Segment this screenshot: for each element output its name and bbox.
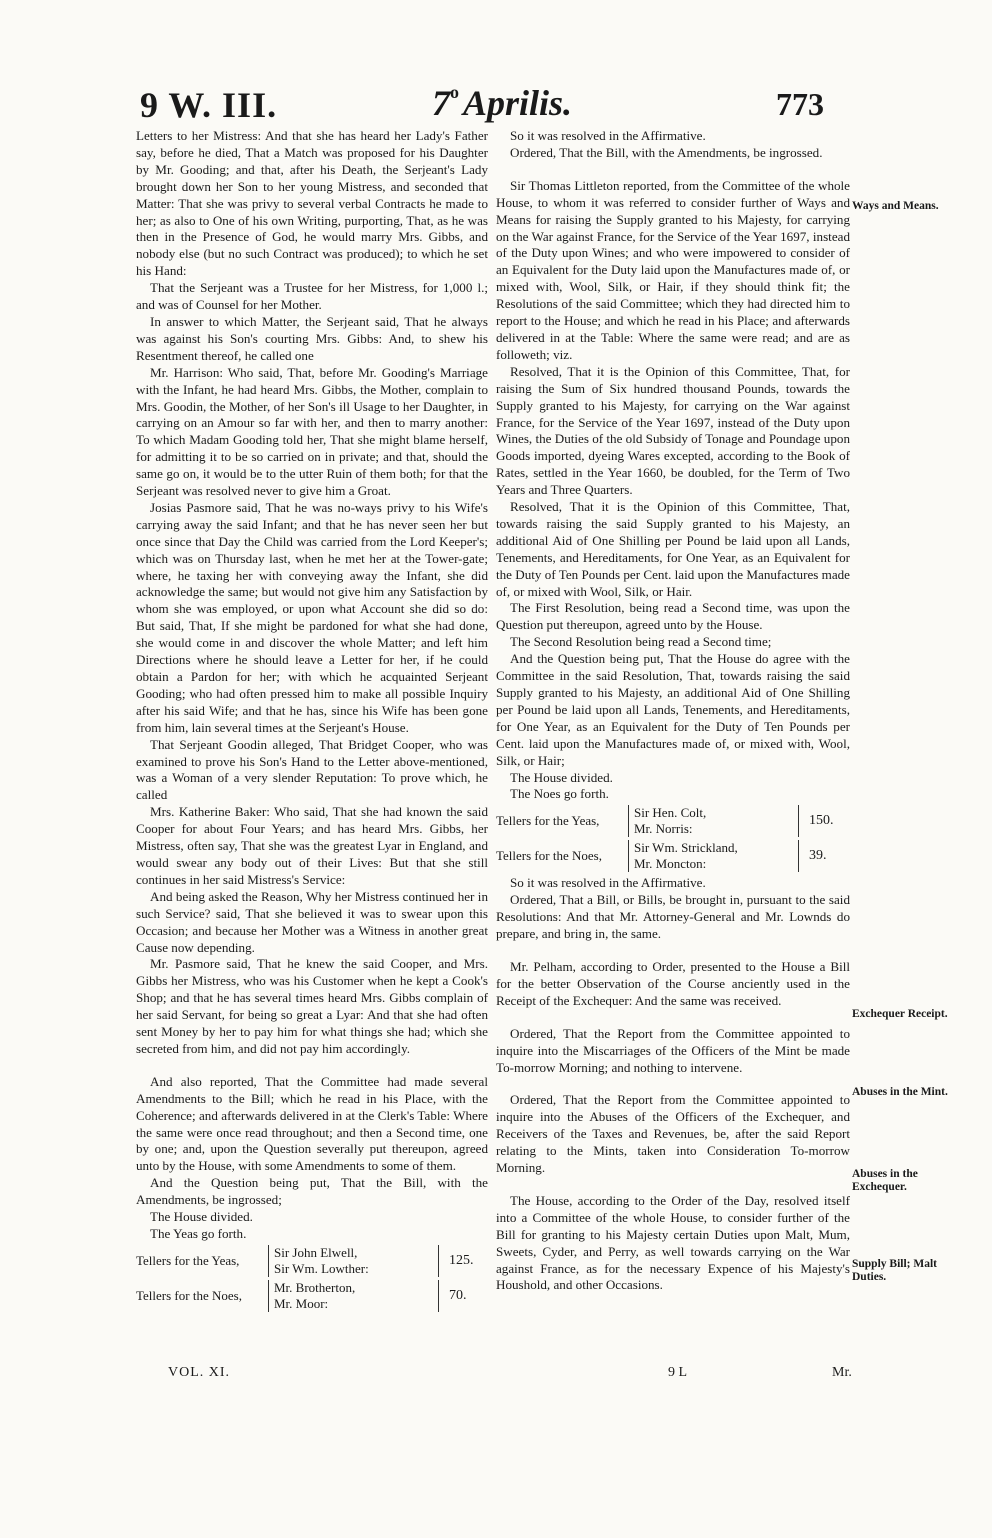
paragraph: The First Resolution, being read a Second time, was upon the Question put thereupon, agreed unto by the House. <box>496 600 850 633</box>
margin-note-exchequer: Exchequer Receipt. <box>852 1008 948 1020</box>
regnal-year: 9 W. III. <box>140 85 278 125</box>
paragraph: So it was resolved in the Affirmative. <box>510 128 706 143</box>
catchword: Mr. <box>832 1365 852 1380</box>
brace <box>424 1280 439 1312</box>
paragraph: The Second Resolution being read a Second time; <box>510 634 772 650</box>
teller-name-2: Sir Wm. Lowther: <box>274 1260 369 1276</box>
paragraph: And the Question being put, That the House do agree with the Committee in the said Resolution, That, towards raising the said Supply granted to his Majesty, an additional Aid of One Shilling per Pound be laid upon all Lands, Tenements, and Hereditaments, for One Year, as an Equivalent for the Duty of Ten Pounds per Cent. laid upon the Manufactures made of, or mixed with, Wool, Silk, or Hair; <box>496 651 850 768</box>
paragraph: Mrs. Katherine Baker: Who said, That she had known the said Cooper for about Four Years; and has heard Mrs. Gibbs, her Mistress, often say, That she was the greatest Lyar in England, and would swear any body out of their Lives: But that she still continues in her said Mistress's Service: <box>136 804 488 887</box>
paragraph: Ordered, That the Report from the Committee appointed to inquire into the Miscarriages of the Officers of the Mint be made To-morrow Morning; and nothing to intervene. <box>496 1025 850 1075</box>
teller-row <box>496 840 850 872</box>
margin-note-mint: Abuses in the Mint. <box>852 1086 948 1098</box>
division-tellers <box>496 840 850 872</box>
vote-count: 125. <box>449 1252 474 1268</box>
right-column <box>496 128 850 1294</box>
paragraph: That Serjeant Goodin alleged, That Bridget Cooper, who was examined to prove his Son's Hand to the Letter above-mentioned, was a Woman of a very slender Reputation: To prove which, he called <box>136 736 488 803</box>
paragraph: Mr. Pelham, according to Order, presented to the House a Bill for the better Observation of the Course anciently used in the Receipt of the Exchequer: And the same was received. <box>496 958 850 1008</box>
brace <box>784 840 799 872</box>
signature-mark: 9 L <box>668 1365 688 1380</box>
teller-row <box>136 1280 488 1312</box>
paragraph: Mr. Harrison: Who said, That, before Mr. Gooding's Marriage with the Infant, he had heard Mrs. Gibbs, the Mother, complain to Mrs. Goodin, the Mother, of her Son's ill Usage to her Daughter, in carrying on an Amour so far with her, and then to marry another: To which Madam Gooding told her, That she might blame herself, for admitting it to be so carried on in private; and that, should the same go on, it would be to the utter Ruin of them both; for that the Serjeant was resolved never to give him a Groat. <box>136 364 488 499</box>
teller-name-2: Mr. Norris: <box>634 821 693 837</box>
date-sup: o <box>450 82 459 102</box>
division-tellers <box>136 1280 488 1312</box>
brace <box>424 1245 439 1277</box>
margin-note-supply: Supply Bill; Malt Duties. <box>852 1258 937 1283</box>
vote-count: 150. <box>809 813 834 829</box>
paragraph: The House divided. <box>150 1209 253 1225</box>
teller-name-1: Sir John Elwell, <box>274 1244 358 1260</box>
teller-name <box>269 1245 425 1277</box>
paragraph: The Noes go forth. <box>510 786 609 802</box>
margin-note-abuses-exchequer: Abuses in the Exchequer. <box>852 1168 918 1193</box>
brace <box>784 805 799 837</box>
margin-note-ways-means: Ways and Means. <box>852 200 939 212</box>
paragraph: Ordered, That the Report from the Committee appointed to inquire into the Abuses of the Officers of the Exchequer, and Receivers of the Taxes and Revenues, be, after the said Report relating to the Mints, taken into Consideration To-morrow Morning. <box>496 1092 850 1176</box>
volume-label: VOL. XI. <box>168 1365 231 1380</box>
vote-count: 70. <box>449 1287 467 1303</box>
paragraph: Resolved, That it is the Opinion of this Committee, That, towards raising the said Supply granted to his Majesty, an additional Aid of One Shilling per Pound be laid upon all Lands, Tenements, and Hereditaments, for One Year, as an Equivalent for the Duty of Ten Pounds per Cent. laid upon the Manufactures made of, or mixed with Wool, Silk, or Hair. <box>496 499 850 599</box>
page-number: 773 <box>776 86 824 122</box>
paragraph: The Yeas go forth. <box>150 1226 247 1241</box>
teller-name-1: Sir Wm. Strickland, <box>634 840 738 856</box>
teller-label: Tellers for the Noes, <box>496 848 602 864</box>
date-heading <box>432 82 572 124</box>
teller-label: Tellers for the Noes, <box>136 1287 242 1303</box>
paragraph: In answer to which Matter, the Serjeant said, That he always was against his Son's courting Mrs. Gibbs: And, to shew his Resentment thereof, he called one <box>136 313 488 363</box>
division-tellers <box>136 1245 488 1277</box>
page-header <box>0 76 992 126</box>
paragraph: Ordered, That a Bill, or Bills, be brought in, pursuant to the said Resolutions: And that Mr. Attorney-General and Mr. Lownds do prepare, and bring in, the same. <box>496 892 850 942</box>
paragraph: Resolved, That it is the Opinion of this Committee, That, for raising the Sum of Six hundred thousand Pounds, towards the Supply granted to his Majesty, for carrying on the War against France, for the Service of the Year 1697, instead of the Duty upon Wines, the Duties of the old Subsidy of Tonage and Poundage upon Goods imported, dyeing Wares excepted, according to the Book of Rates, settled in the Year 1660, be doubled, for the Term of Two Years and Three Quarters. <box>496 363 850 498</box>
teller-name <box>269 1280 425 1312</box>
paragraph: And being asked the Reason, Why her Mistress continued her in such Service? said, That she believed it was to swear upon this Occasion; and because her Mother was a Witness in another great Cause now depending. <box>136 888 488 955</box>
paragraph: And the Question being put, That the Bill, with the Amendments, be ingrossed; <box>136 1175 488 1208</box>
teller-label: Tellers for the Yeas, <box>496 813 600 829</box>
teller-name-1: Sir Hen. Colt, <box>634 805 707 821</box>
left-column <box>136 128 488 1315</box>
paragraph: And also reported, That the Committee had made several Amendments to the Bill; which he read in his Place, with the Coherence; and afterwards delivered in at the Clerk's Table: Where the same were once read throughout; and then a Second time, one by one; and, upon the Question severally put thereupon, agreed unto by the House, with some Amendments to some of them. <box>136 1073 488 1174</box>
paragraph: Letters to her Mistress: And that she has heard her Lady's Father say, before he died, That a Match was proposed for his Daughter by Mr. Gooding; and that, after his Death, the Serjeant's Lady brought down her Son to her young Mistress, and seconded that Matter: That she was privy to several verbal Contracts he made to her; as also to One of his own Writing, purporting, That, as he was then in the Presence of God, he would marry Mrs. Gibbs, and nobody else (but no such Contract was produced); to which he set his Hand: <box>136 128 488 279</box>
paragraph: So it was resolved in the Affirmative. <box>510 875 706 891</box>
paragraph: Mr. Pasmore said, That he knew the said Cooper, and Mrs. Gibbs her Mistress, who was his Customer when he kept a Cook's Shop; and that he has several times heard Mrs. Gibbs complain of her said Servant, for being so great a Lyar: And that she had often sent Money by her to pay him for what things she had; which she secreted from him, and did not pay him accordingly. <box>136 956 488 1056</box>
teller-name-2: Mr. Moncton: <box>634 856 707 872</box>
teller-row <box>136 1245 488 1277</box>
date-word: Aprilis. <box>463 83 573 123</box>
teller-row <box>496 805 850 837</box>
paragraph: Sir Thomas Littleton reported, from the Committee of the whole House, to whom it was referred to consider further of Ways and Means for raising the Supply granted to his Majesty, for carrying on the War against France, for the Service of the Year 1697, instead of the Duty upon Wines; and who were impowered to consider of an Equivalent for the Duty laid upon the Manufactures made of, or mixed with, Wool, Silk, or Hair, if they should think fit; the Resolutions of the said Committee; which they had directed him to report to the House; and which he read in his Place; and afterwards delivered in at the Table: Where the same were read; and are as followeth; viz. <box>496 177 850 362</box>
paragraph: Ordered, That the Bill, with the Amendments, be ingrossed. <box>510 144 823 160</box>
date-day: 7 <box>432 83 450 123</box>
teller-label: Tellers for the Yeas, <box>136 1252 240 1268</box>
division-tellers <box>496 805 850 837</box>
paragraph: The House, according to the Order of the Day, resolved itself into a Committee of the whole House, to consider further of the Bill for granting to his Majesty certain Duties upon Malt, Mum, Sweets, Cyder, and Perry, as well towards carrying on the War against France, as for the necessary Expence of his Majesty's Houshold, and other Occasions. <box>496 1192 850 1293</box>
teller-name-2: Mr. Moor: <box>274 1295 329 1311</box>
vote-count: 39. <box>809 848 827 864</box>
paragraph: Josias Pasmore said, That he was no-ways privy to his Wife's carrying away the said Infant; and that he has never seen her but once since that Day the Child was carried from the Lord Keeper's; which was on Thursday last, when he met her at the Tower-gate; where, he taxing her with conveying away the Infant, she did acknowledge the same; but would not give him any Satisfaction by whom she was employed, or upon what Account she did so do: But said, That, If she might be pardoned for what she had done, she would come in and discover the whole Matter; and left him Directions where he should leave a Letter for her, if he could obtain a Pardon for her; with which he acquainted Serjeant Gooding; who had often pressed him to make all possible Inquiry after his said Wife; and that he has, since his Wife has been gone from him, lain several times at the Serjeant's House. <box>136 499 488 735</box>
teller-name <box>629 805 785 837</box>
paragraph: The House divided. <box>510 769 613 785</box>
teller-name-1: Mr. Brotherton, <box>274 1279 356 1295</box>
paragraph: That the Serjeant was a Trustee for her Mistress, for 1,000 l.; and was of Counsel for her Mother. <box>136 280 488 313</box>
teller-name <box>629 840 785 872</box>
